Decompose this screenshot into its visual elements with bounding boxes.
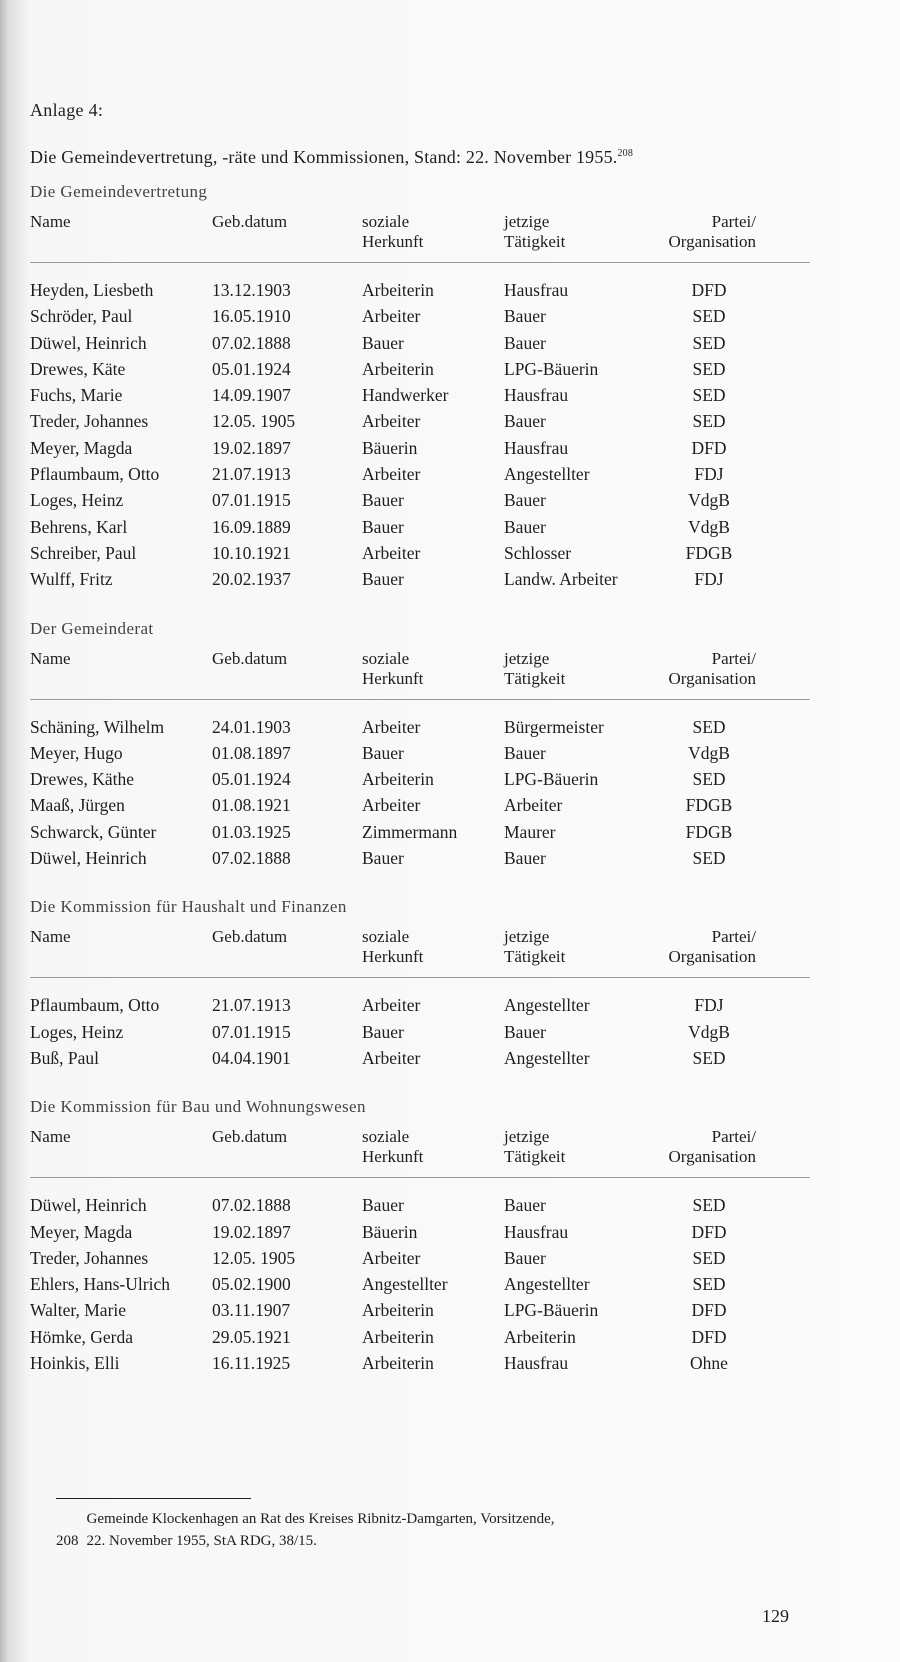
cell-taetigkeit: Angestellter — [504, 995, 590, 1016]
column-header-taetigkeit-line2: Tätigkeit — [504, 668, 566, 688]
table-row — [30, 1192, 810, 1218]
cell-name: Maaß, Jürgen — [30, 795, 125, 816]
cell-herkunft: Arbeiterin — [362, 280, 434, 300]
column-header-herkunft-line1: soziale — [362, 648, 410, 668]
table-section — [30, 1097, 810, 1376]
cell-partei: SED — [692, 385, 726, 406]
cell-herkunft: Zimmermann — [362, 821, 458, 842]
cell-date: 20.02.1937 — [212, 569, 291, 590]
cell-partei: SED — [692, 1195, 726, 1216]
table-row — [30, 1045, 810, 1071]
table-row — [30, 303, 810, 329]
cell-taetigkeit: Hausfrau — [504, 280, 569, 300]
cell-herkunft: Arbeiterin — [362, 1326, 434, 1347]
column-header-date: Geb.datum — [212, 1127, 288, 1147]
page-content — [30, 100, 810, 1402]
cell-date: 13.12.1903 — [212, 280, 291, 300]
column-header-partei — [634, 212, 784, 252]
cell-taetigkeit: LPG-Bäuerin — [504, 769, 599, 790]
cell-date: 07.02.1888 — [212, 848, 291, 869]
column-header-partei — [634, 927, 784, 967]
cell-partei: SED — [692, 1047, 726, 1068]
footnote-text — [87, 1508, 555, 1552]
column-header-taetigkeit-line1: jetzige — [504, 212, 550, 231]
column-header-herkunft — [362, 649, 504, 689]
cell-name: Drewes, Käte — [30, 358, 126, 379]
cell-herkunft: Bäuerin — [362, 437, 418, 458]
cell-name: Düwel, Heinrich — [30, 1195, 147, 1216]
column-header-herkunft-line1: soziale — [362, 1127, 410, 1147]
table-row — [30, 277, 810, 303]
column-header-date: Geb.datum — [212, 212, 288, 231]
cell-herkunft: Bauer — [362, 1195, 404, 1216]
cell-partei: FDGB — [685, 542, 733, 563]
sections-container — [30, 182, 810, 1376]
cell-date: 01.08.1921 — [212, 795, 291, 816]
column-header-taetigkeit — [504, 927, 634, 967]
cell-taetigkeit: Angestellter — [504, 1274, 590, 1295]
column-header-partei-line1: Partei/ — [711, 927, 756, 947]
cell-herkunft: Arbeiter — [362, 795, 421, 816]
column-header-herkunft-line2: Herkunft — [362, 232, 424, 251]
cell-herkunft: Bauer — [362, 1021, 404, 1042]
table-body — [30, 992, 810, 1071]
cell-taetigkeit: LPG-Bäuerin — [504, 358, 599, 379]
cell-partei: VdgB — [688, 490, 730, 511]
column-header-herkunft-line2: Herkunft — [362, 947, 424, 967]
cell-taetigkeit: Bauer — [504, 332, 546, 353]
footnote-reference[interactable]: 208 — [617, 148, 634, 159]
table-row — [30, 356, 810, 382]
table-row — [30, 714, 810, 740]
table-section — [30, 182, 810, 593]
cell-date: 10.10.1921 — [212, 542, 291, 563]
cell-herkunft: Arbeiterin — [362, 769, 434, 790]
cell-taetigkeit: Maurer — [504, 821, 556, 842]
cell-taetigkeit: Arbeiterin — [504, 1326, 576, 1347]
cell-name: Pflaumbaum, Otto — [30, 464, 160, 485]
column-header-taetigkeit — [504, 212, 634, 252]
cell-name: Pflaumbaum, Otto — [30, 995, 160, 1016]
cell-date: 04.04.1901 — [212, 1047, 291, 1068]
cell-partei: SED — [692, 848, 726, 869]
table-row — [30, 566, 810, 592]
cell-herkunft: Bauer — [362, 569, 404, 590]
cell-taetigkeit: Bauer — [504, 848, 546, 869]
cell-date: 16.09.1889 — [212, 516, 291, 537]
table-row — [30, 845, 810, 871]
column-header-herkunft-line2: Herkunft — [362, 1147, 424, 1167]
cell-partei: FDGB — [685, 821, 733, 842]
cell-partei: DFD — [691, 1300, 727, 1321]
cell-name: Ehlers, Hans-Ulrich — [30, 1274, 170, 1295]
cell-taetigkeit: LPG-Bäuerin — [504, 1300, 599, 1321]
table-row — [30, 408, 810, 434]
column-header-name: Name — [30, 927, 71, 947]
cell-partei: FDJ — [694, 464, 724, 485]
cell-date: 07.02.1888 — [212, 332, 291, 353]
cell-name: Meyer, Hugo — [30, 742, 123, 763]
cell-herkunft: Bauer — [362, 742, 404, 763]
table-header — [30, 649, 810, 700]
section-title: Die Gemeindevertretung — [30, 182, 208, 201]
cell-partei: SED — [692, 769, 726, 790]
table-body — [30, 714, 810, 872]
table-section — [30, 897, 810, 1071]
cell-partei: DFD — [691, 1221, 727, 1242]
cell-partei: VdgB — [688, 742, 730, 763]
cell-partei: FDGB — [685, 795, 733, 816]
cell-partei: SED — [692, 1274, 726, 1295]
cell-partei: SED — [692, 306, 726, 327]
cell-herkunft: Arbeiter — [362, 542, 421, 563]
column-header-partei-line1: Partei/ — [711, 212, 756, 231]
table-row — [30, 540, 810, 566]
cell-herkunft: Arbeiter — [362, 464, 421, 485]
cell-taetigkeit: Angestellter — [504, 464, 590, 485]
cell-name: Heyden, Liesbeth — [30, 280, 154, 300]
cell-partei: SED — [692, 358, 726, 379]
cell-herkunft: Handwerker — [362, 385, 449, 406]
column-header-partei-line1: Partei/ — [711, 648, 756, 668]
cell-partei: SED — [692, 1247, 726, 1268]
main-title-text: Die Gemeindevertretung, -räte und Kommissionen, Stand: 22. November 1955. — [30, 147, 618, 167]
cell-taetigkeit: Hausfrau — [504, 437, 569, 458]
table-row — [30, 330, 810, 356]
cell-name: Hoinkis, Elli — [30, 1353, 120, 1374]
cell-taetigkeit: Bauer — [504, 306, 546, 327]
cell-date: 16.11.1925 — [212, 1353, 291, 1374]
cell-name: Düwel, Heinrich — [30, 848, 147, 869]
footnote-line-1: Gemeinde Klockenhagen an Rat des Kreises Ribnitz-Damgarten, Vorsitzende, — [86, 1511, 555, 1527]
table-row — [30, 435, 810, 461]
table-header — [30, 212, 810, 263]
footnote-number: 208 — [56, 1533, 79, 1549]
table-header — [30, 1127, 810, 1178]
cell-name: Schreiber, Paul — [30, 542, 137, 563]
cell-taetigkeit: Arbeiter — [504, 795, 563, 816]
column-header-taetigkeit — [504, 649, 634, 689]
cell-date: 12.05. 1905 — [212, 1247, 296, 1268]
cell-taetigkeit: Bürgermeister — [504, 716, 604, 737]
column-header-partei-line2: Organisation — [668, 668, 756, 688]
cell-date: 01.03.1925 — [212, 821, 291, 842]
cell-date: 07.02.1888 — [212, 1195, 291, 1216]
table-row — [30, 382, 810, 408]
cell-name: Loges, Heinz — [30, 1021, 124, 1042]
column-header-taetigkeit-line1: jetzige — [504, 648, 550, 668]
footnote-line-2: 22. November 1955, StA RDG, 38/15. — [86, 1533, 317, 1549]
cell-partei: FDJ — [694, 569, 724, 590]
cell-date: 07.01.1915 — [212, 490, 291, 511]
column-header-herkunft-line1: soziale — [362, 927, 410, 947]
cell-date: 03.11.1907 — [212, 1300, 291, 1321]
column-header-herkunft — [362, 1127, 504, 1167]
column-header-partei-line2: Organisation — [668, 947, 756, 967]
column-header-partei-line1: Partei/ — [711, 1127, 756, 1147]
table-row — [30, 1350, 810, 1376]
cell-date: 05.01.1924 — [212, 769, 291, 790]
column-header-herkunft-line2: Herkunft — [362, 668, 424, 688]
cell-date: 12.05. 1905 — [212, 411, 296, 432]
cell-herkunft: Arbeiter — [362, 411, 421, 432]
cell-taetigkeit: Hausfrau — [504, 1221, 569, 1242]
cell-name: Loges, Heinz — [30, 490, 124, 511]
column-header-taetigkeit — [504, 1127, 634, 1167]
column-header-date: Geb.datum — [212, 927, 288, 947]
cell-date: 21.07.1913 — [212, 995, 291, 1016]
column-header-taetigkeit-line2: Tätigkeit — [504, 1147, 566, 1167]
cell-herkunft: Arbeiter — [362, 306, 421, 327]
column-header-herkunft — [362, 927, 504, 967]
column-header-name: Name — [30, 1127, 71, 1147]
column-header-taetigkeit-line2: Tätigkeit — [504, 947, 566, 967]
cell-date: 05.02.1900 — [212, 1274, 291, 1295]
section-title: Die Kommission für Bau und Wohnungswesen — [30, 1097, 366, 1117]
cell-name: Fuchs, Marie — [30, 385, 123, 406]
cell-herkunft: Bauer — [362, 332, 404, 353]
cell-date: 19.02.1897 — [212, 1221, 291, 1242]
cell-name: Schäning, Wilhelm — [30, 716, 165, 737]
cell-name: Schröder, Paul — [30, 306, 133, 327]
cell-taetigkeit: Hausfrau — [504, 1353, 569, 1374]
cell-taetigkeit: Hausfrau — [504, 385, 569, 406]
cell-date: 05.01.1924 — [212, 358, 291, 379]
cell-herkunft: Arbeiterin — [362, 1353, 434, 1374]
cell-name: Walter, Marie — [30, 1300, 127, 1321]
cell-herkunft: Bauer — [362, 848, 404, 869]
column-header-name: Name — [30, 648, 71, 668]
cell-name: Buß, Paul — [30, 1047, 100, 1068]
table-row — [30, 740, 810, 766]
cell-herkunft: Arbeiter — [362, 1247, 421, 1268]
cell-date: 01.08.1897 — [212, 742, 291, 763]
column-header-name: Name — [30, 212, 71, 231]
footnote — [56, 1508, 756, 1552]
cell-partei: VdgB — [688, 516, 730, 537]
section-title: Die Kommission für Haushalt und Finanzen — [30, 897, 347, 917]
section-title: Der Gemeinderat — [30, 618, 154, 638]
table-row — [30, 1219, 810, 1245]
column-header-herkunft — [362, 212, 504, 252]
table-row — [30, 514, 810, 540]
cell-herkunft: Arbeiter — [362, 995, 421, 1016]
cell-herkunft: Arbeiter — [362, 716, 421, 737]
cell-herkunft: Bäuerin — [362, 1221, 418, 1242]
column-header-taetigkeit-line2: Tätigkeit — [504, 232, 566, 251]
cell-partei: SED — [692, 716, 726, 737]
table-body — [30, 277, 810, 593]
table-row — [30, 1245, 810, 1271]
cell-partei: SED — [692, 411, 726, 432]
cell-name: Meyer, Magda — [30, 1221, 133, 1242]
column-header-partei — [634, 649, 784, 689]
table-row — [30, 992, 810, 1018]
cell-partei: DFD — [691, 437, 727, 458]
cell-partei: SED — [692, 332, 726, 353]
cell-name: Schwarck, Günter — [30, 821, 157, 842]
table-header — [30, 927, 810, 978]
cell-taetigkeit: Landw. Arbeiter — [504, 569, 618, 590]
cell-date: 19.02.1897 — [212, 437, 291, 458]
footnote-divider — [56, 1498, 251, 1499]
cell-name: Wulff, Fritz — [30, 569, 113, 590]
cell-herkunft: Arbeiterin — [362, 358, 434, 379]
table-row — [30, 766, 810, 792]
cell-name: Hömke, Gerda — [30, 1326, 134, 1347]
column-header-partei — [634, 1127, 784, 1167]
cell-name: Düwel, Heinrich — [30, 332, 147, 353]
cell-taetigkeit: Bauer — [504, 1247, 546, 1268]
cell-taetigkeit: Bauer — [504, 1195, 546, 1216]
table-row — [30, 461, 810, 487]
cell-taetigkeit: Bauer — [504, 490, 546, 511]
cell-taetigkeit: Bauer — [504, 1021, 546, 1042]
cell-name: Drewes, Käthe — [30, 769, 134, 790]
cell-date: 07.01.1915 — [212, 1021, 291, 1042]
column-header-date: Geb.datum — [212, 648, 288, 668]
cell-partei: Ohne — [690, 1353, 728, 1374]
cell-name: Treder, Johannes — [30, 1247, 149, 1268]
cell-partei: DFD — [691, 280, 727, 300]
column-header-herkunft-line1: soziale — [362, 212, 410, 231]
cell-date: 21.07.1913 — [212, 464, 291, 485]
appendix-label: Anlage 4: — [30, 100, 104, 120]
cell-partei: DFD — [691, 1326, 727, 1347]
cell-taetigkeit: Schlosser — [504, 542, 572, 563]
table-row — [30, 819, 810, 845]
cell-herkunft: Arbeiterin — [362, 1300, 434, 1321]
cell-partei: VdgB — [688, 1021, 730, 1042]
table-row — [30, 1019, 810, 1045]
main-title — [30, 147, 810, 168]
cell-date: 16.05.1910 — [212, 306, 291, 327]
cell-herkunft: Arbeiter — [362, 1047, 421, 1068]
cell-taetigkeit: Bauer — [504, 411, 546, 432]
cell-partei: FDJ — [694, 995, 724, 1016]
cell-taetigkeit: Bauer — [504, 516, 546, 537]
column-header-taetigkeit-line1: jetzige — [504, 1127, 550, 1147]
table-body — [30, 1192, 810, 1376]
column-header-partei-line2: Organisation — [668, 1147, 756, 1167]
cell-taetigkeit: Bauer — [504, 742, 546, 763]
page-number: 129 — [762, 1606, 789, 1626]
cell-name: Behrens, Karl — [30, 516, 128, 537]
table-row — [30, 792, 810, 818]
table-row — [30, 1324, 810, 1350]
table-row — [30, 1297, 810, 1323]
cell-date: 14.09.1907 — [212, 385, 291, 406]
table-section — [30, 619, 810, 872]
column-header-taetigkeit-line1: jetzige — [504, 927, 550, 947]
cell-herkunft: Bauer — [362, 516, 404, 537]
cell-name: Meyer, Magda — [30, 437, 133, 458]
cell-date: 24.01.1903 — [212, 716, 291, 737]
cell-name: Treder, Johannes — [30, 411, 149, 432]
cell-taetigkeit: Angestellter — [504, 1047, 590, 1068]
column-header-partei-line2: Organisation — [668, 232, 756, 251]
cell-date: 29.05.1921 — [212, 1326, 291, 1347]
cell-herkunft: Bauer — [362, 490, 404, 511]
table-row — [30, 1271, 810, 1297]
table-row — [30, 487, 810, 513]
cell-herkunft: Angestellter — [362, 1274, 448, 1295]
